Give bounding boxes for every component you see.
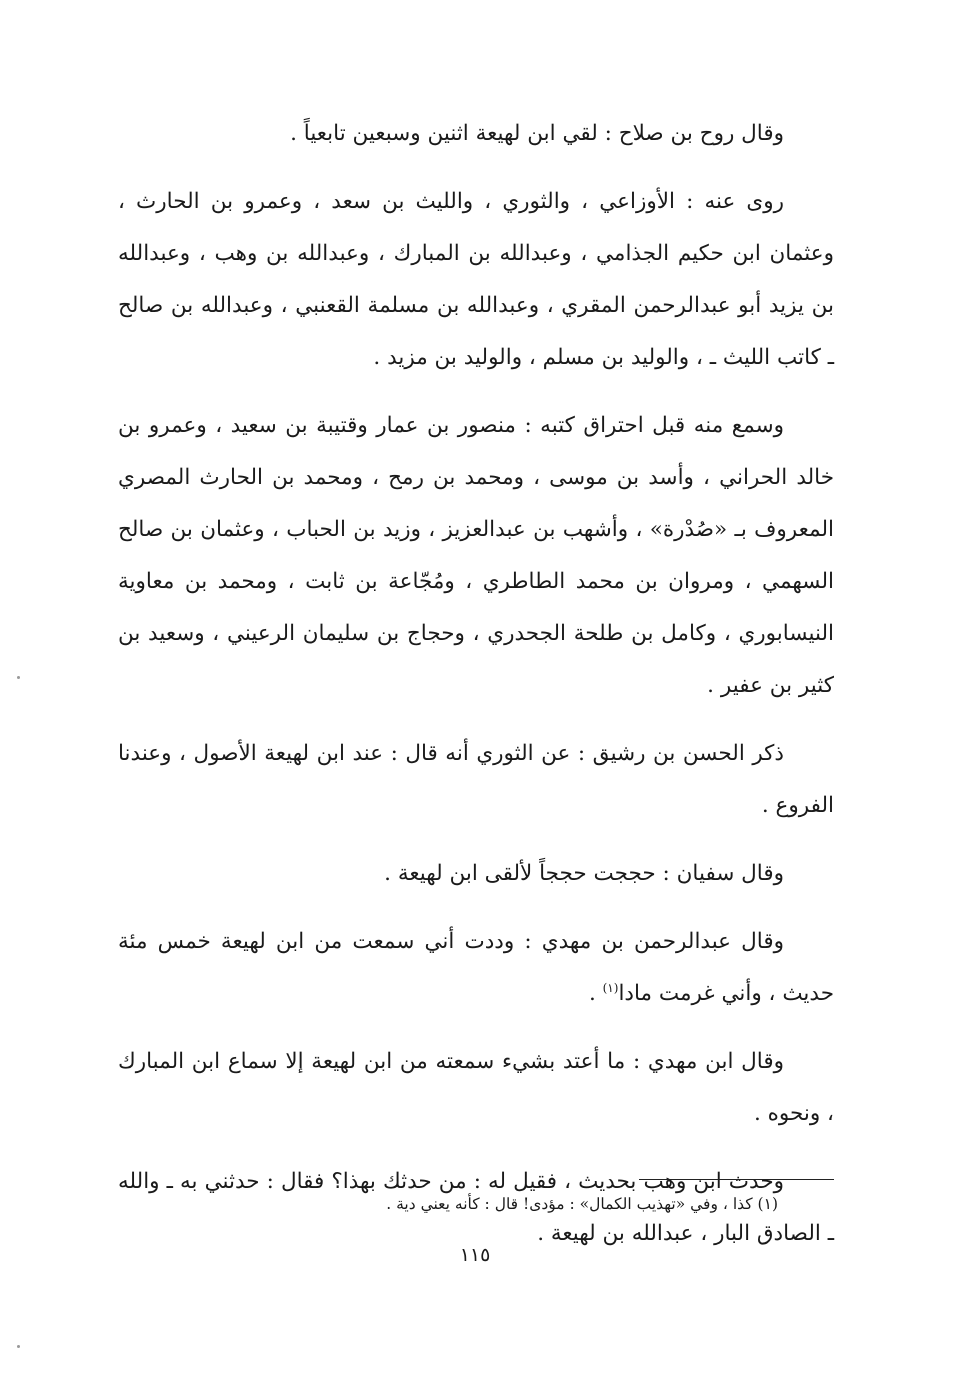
paragraph-sufyan: وقال سفيان : حججت حججاً لألقى ابن لهيعة . [384, 861, 784, 886]
paragraph-ibn-wahb: وحدث ابن وهب بحديث ، فقيل له : من حدثك بهذا؟ فقال : حدثني به ـ والله ـ الصادق البار ، عبدالله بن لهيعة . [118, 1169, 834, 1246]
footnote-divider [639, 1179, 834, 1180]
paragraph-ibn-mahdi-1-text: وقال عبدالرحمن بن مهدي : وددت أني سمعت من ابن لهيعة خمس مئة حديث ، وأني غرمت مادا [118, 929, 834, 1006]
footnote-marker: (١) [602, 980, 619, 995]
paragraph-heard-before-fire: وسمع منه قبل احتراق كتبه : منصور بن عمار وقتيبة بن سعيد ، وعمرو بن خالد الحراني ، وأسد بن موسى ، ومحمد بن رمح ، ومحمد بن الحارث المصري المعروف بـ «صُدْرة» ، وأشهب بن عبدالعزيز ، وزيد بن الحباب ، وعثمان بن صالح السهمي ، ومروان بن محمد الطاطري ، ومُجّاعة بن ثابت ، ومحمد بن معاوية النيسابوري ، وكامل بن طلحة الجحدري ، وحجاج بن سليمان الرعيني ، وسعيد بن كثير بن عفير . [118, 413, 834, 698]
margin-speck [17, 676, 20, 679]
paragraph-hasan-ibn-rashiq: ذكر الحسن بن رشيق : عن الثوري أنه قال : عند ابن لهيعة الأصول ، وعندنا الفروع . [118, 741, 834, 818]
paragraph-rawh: وقال روح بن صلاح : لقي ابن لهيعة اثنين وسبعين تابعياً . [290, 121, 784, 146]
margin-speck [17, 1345, 20, 1348]
paragraph-ibn-mahdi-1-end: . [588, 981, 603, 1006]
main-text [118, 108, 834, 1276]
paragraph-ibn-mahdi-2: وقال ابن مهدي : ما أعتد بشيء سمعته من ابن لهيعة إلا سماع ابن المبارك ، ونحوه . [118, 1049, 834, 1126]
footnote: (١) كذا ، وفي «تهذيب الكمال» : مؤدى! قال : كأنه يعني دية . [386, 1195, 778, 1213]
paragraph-narrators-from: روى عنه : الأوزاعي ، والثوري ، والليث بن سعد ، وعمرو بن الحارث ، وعثمان ابن حكيم الجذامي ، وعبدالله بن المبارك ، وعبدالله بن وهب ، وعبدالله بن يزيد أبو عبدالرحمن المقري ، وعبدالله بن مسلمة القعنبي ، وعبدالله بن صالح ـ كاتب الليث ـ ، والوليد بن مسلم ، والوليد بن مزيد . [118, 189, 834, 370]
paragraph-ibn-mahdi-1 [118, 916, 834, 1020]
page-number: ١١٥ [459, 1244, 491, 1266]
